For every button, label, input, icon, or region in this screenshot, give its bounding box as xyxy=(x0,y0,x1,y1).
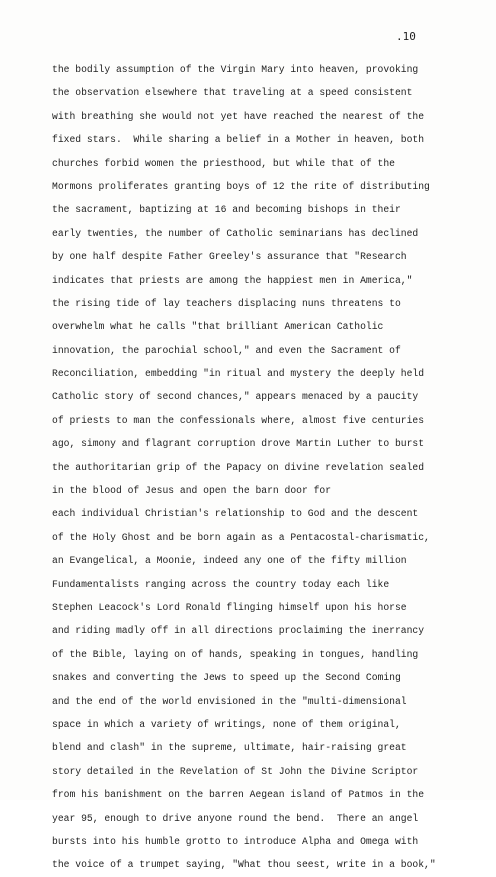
text-line: space in which a variety of writings, none of them original, xyxy=(52,718,401,730)
text-line: the authoritarian grip of the Papacy on divine revelation sealed xyxy=(52,461,425,473)
text-line: the sacrament, baptizing at 16 and becoming bishops in their xyxy=(52,204,401,216)
text-line: blend and clash" in the supreme, ultimate, hair-raising great xyxy=(52,742,407,754)
text-line: story detailed in the Revelation of St John the Divine Scriptor xyxy=(52,765,419,777)
text-line: the rising tide of lay teachers displacing nuns threatens to xyxy=(52,297,401,309)
text-line: snakes and converting the Jews to speed up the Second Coming xyxy=(52,672,401,684)
text-line: with breathing she would not yet have reached the nearest of the xyxy=(52,110,425,122)
body-text xyxy=(52,58,492,877)
text-line: Reconciliation, embedding "in ritual and mystery the deeply held xyxy=(52,368,425,380)
text-line: fixed stars. While sharing a belief in a Mother in heaven, both xyxy=(52,134,425,146)
text-line: by one half despite Father Greeley's assurance that "Research xyxy=(52,251,407,263)
text-line: from his banishment on the barren Aegean island of Patmos in the xyxy=(52,789,425,801)
text-line: of the Holy Ghost and be born again as a Pentacostal-charismatic, xyxy=(52,531,430,543)
text-line: and the end of the world envisioned in the "multi-dimensional xyxy=(52,695,407,707)
text-line: an Evangelical, a Moonie, indeed any one of the fifty million xyxy=(52,555,407,567)
text-line: of the Bible, laying on of hands, speaking in tongues, handling xyxy=(52,648,419,660)
text-line: and riding madly off in all directions proclaiming the inerrancy xyxy=(52,625,425,637)
text-line: overwhelm what he calls "that brilliant American Catholic xyxy=(52,321,384,333)
page-number: .10 xyxy=(396,30,416,43)
text-line: Fundamentalists ranging across the country today each like xyxy=(52,578,390,590)
text-line: ago, simony and flagrant corruption drove Martin Luther to burst xyxy=(52,438,425,450)
text-line: the bodily assumption of the Virgin Mary into heaven, provoking xyxy=(52,64,419,75)
text-line: the observation elsewhere that traveling at a speed consistent xyxy=(52,87,413,99)
text-line: indicates that priests are among the happiest men in America," xyxy=(52,274,413,286)
text-line: Catholic story of second chances," appears menaced by a paucity xyxy=(52,391,419,403)
text-line: Mormons proliferates granting boys of 12 the rite of distributing xyxy=(52,180,430,192)
text-line: each individual Christian's relationship to God and the descent xyxy=(52,508,419,520)
text-line: early twenties, the number of Catholic seminarians has declined xyxy=(52,227,419,239)
text-line: innovation, the parochial school," and even the Sacrament of xyxy=(52,344,401,356)
text-line: in the blood of Jesus and open the barn door for xyxy=(52,485,332,497)
text-line: bursts into his humble grotto to introduce Alpha and Omega with xyxy=(52,835,419,847)
text-line: of priests to man the confessionals where, almost five centuries xyxy=(52,414,425,426)
text-line: year 95, enough to drive anyone round the bend. There an angel xyxy=(52,812,419,824)
text-line: churches forbid women the priesthood, but while that of the xyxy=(52,157,395,169)
text-line: the voice of a trumpet saying, "What thou seest, write in a book," xyxy=(52,859,436,871)
text-line: Stephen Leacock's Lord Ronald flinging himself upon his horse xyxy=(52,601,407,613)
